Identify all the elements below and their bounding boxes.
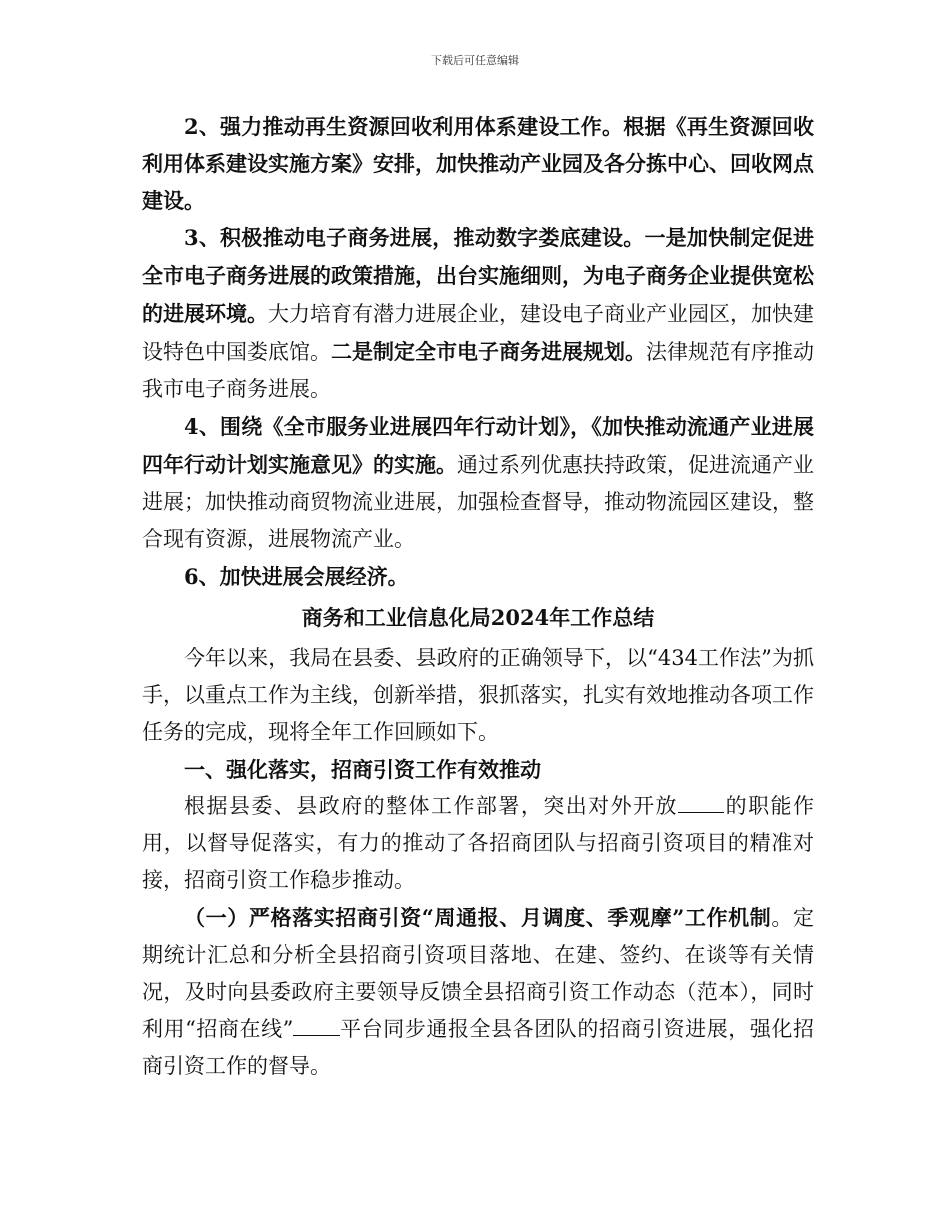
document-body bbox=[142, 108, 814, 1085]
section-1-paragraph bbox=[142, 788, 814, 899]
item-4-heading: 4、围绕《全市服务业进展四年行动计划》，《加快推动流通产业进展四年行动计划实施意见》的实施。 bbox=[142, 414, 814, 477]
subsection-1-text-b: 平台同步通报全县各团队的招商引资进展，强化招商引资工作的督导。 bbox=[142, 1017, 814, 1078]
item-3-text: 大力培育有潜力进展企业，建设电子商业产业园区，加快建设特色中国娄底馆。 bbox=[142, 302, 814, 364]
item-3-tail: 法律规范有序推动我市电子商务进展。 bbox=[142, 340, 814, 401]
item-6 bbox=[142, 558, 814, 595]
subsection-1-text-a: 。定期统计汇总和分析全县招商引资项目落地、在建、签约、在谈等有关情况，及时向县委政府主要领导反馈全县招商引资工作动态（范本），同时利用“招商在线” bbox=[142, 906, 815, 1041]
item-6-text: 6、加快进展会展经济。 bbox=[184, 564, 409, 589]
item-3-heading: 3、积极推动电子商务进展，推动数字娄底建设。 bbox=[184, 225, 645, 250]
subsection-1-paragraph bbox=[142, 899, 814, 1085]
section-1-text-a: 根据县委、县政府的整体工作部署，突出对外开放 bbox=[184, 794, 678, 818]
page-header: 下载后可任意编辑 bbox=[431, 54, 519, 67]
item-4 bbox=[142, 408, 814, 558]
item-3 bbox=[142, 219, 814, 408]
document-title: 商务和工业信息化局2024年工作总结 bbox=[301, 605, 655, 630]
blank-line bbox=[678, 791, 724, 813]
item-2-text: 2、强力推动再生资源回收利用体系建设工作。根据《再生资源回收利用体系建设实施方案》安排，加快推动产业园及各分拣中心、回收网点建设。 bbox=[142, 114, 814, 213]
subsection-1-heading: （一）严格落实招商引资“周通报、月调度、季观摩”工作机制 bbox=[184, 905, 772, 930]
item-4-text: 通过系列优惠扶持政策，促进流通产业进展；加快推动商贸物流业进展，加强检查督导，推动物流园区建设，整合现有资源，进展物流产业。 bbox=[142, 453, 814, 551]
intro-paragraph: 今年以来，我局在县委、县政府的正确领导下，以“434工作法”为抓手，以重点工作为主线，创新举措，狠抓落实，扎实有效地推动各项工作任务的完成，现将全年工作回顾如下。 bbox=[142, 646, 814, 744]
blank-line bbox=[293, 1014, 339, 1036]
section-1-text-b: 的职能作用，以督导促落实，有力的推动了各招商团队与招商引资项目的精准对接，招商引资工作稳步推动。 bbox=[142, 794, 815, 892]
item-3-point-1: 一是加快制定促进全市电子商务进展的政策措施，出台实施细则，为电子商务企业提供宽松的进展环境。 bbox=[142, 225, 814, 326]
section-1-heading: 一、强化落实，招商引资工作有效推动 bbox=[184, 757, 541, 782]
item-2 bbox=[142, 108, 814, 219]
item-3-point-2: 二是制定全市电子商务进展规划。 bbox=[331, 339, 646, 364]
